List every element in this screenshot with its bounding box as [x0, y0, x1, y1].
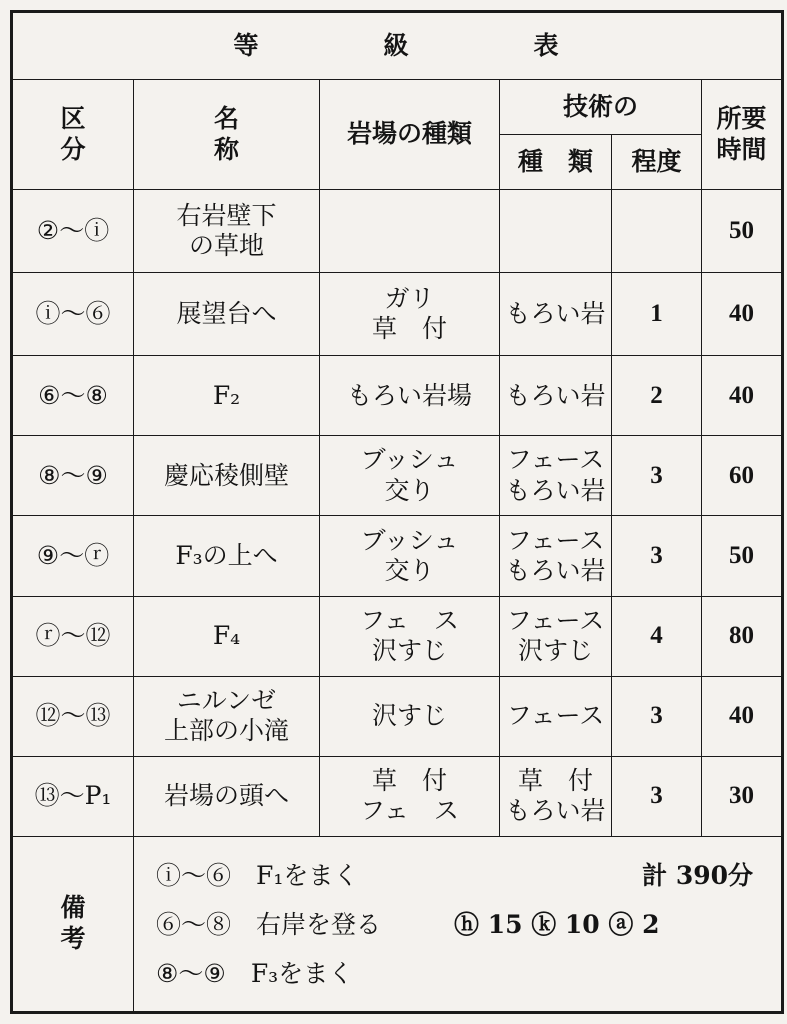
table-row [12, 356, 783, 436]
cell-section: ⑫～⑬ [12, 676, 134, 756]
cell-section: ⓡ～⑫ [12, 596, 134, 676]
cell-time: 50 [702, 190, 783, 273]
cell-time: 40 [702, 273, 783, 356]
cell-rock-type: もろい岩場 [320, 356, 500, 436]
notes-row [12, 836, 783, 1012]
note-line: ⓘ～⑥ F₁をまく [156, 860, 359, 890]
cell-level: 3 [612, 676, 702, 756]
grade-table [10, 10, 784, 1014]
table-title: 等 級 表 [12, 12, 783, 80]
notes-lines [156, 851, 381, 998]
notes-label: 備考 [12, 836, 134, 1012]
header-rock-type: 岩場の種類 [320, 80, 500, 190]
table-row [12, 436, 783, 516]
header-technique: 技術の [500, 80, 702, 135]
cell-name: 岩場の頭へ [134, 756, 320, 836]
table-row [12, 516, 783, 596]
cell-level: 3 [612, 516, 702, 596]
table-row [12, 756, 783, 836]
header-required-time: 所要 時間 [702, 80, 783, 190]
cell-time: 40 [702, 356, 783, 436]
cell-technique-type: 草 付 もろい岩 [500, 756, 612, 836]
cell-name: F₄ [134, 596, 320, 676]
cell-time: 60 [702, 436, 783, 516]
cell-section: ⑨～ⓡ [12, 516, 134, 596]
cell-time: 50 [702, 516, 783, 596]
cell-rock-type [320, 190, 500, 273]
notes-content [134, 836, 783, 1012]
cell-name: 展望台へ [134, 273, 320, 356]
grade-sheet [10, 10, 781, 1014]
cell-level: 3 [612, 436, 702, 516]
cell-rock-type: ブッシュ 交り [320, 516, 500, 596]
note-line: ⑧～⑨ F₃をまく [156, 958, 354, 988]
table-row [12, 596, 783, 676]
table-row [12, 190, 783, 273]
cell-time: 40 [702, 676, 783, 756]
cell-section: ⑥～⑧ [12, 356, 134, 436]
cell-rock-type: 草 付 フェ ス [320, 756, 500, 836]
cell-rock-type: フェ ス 沢すじ [320, 596, 500, 676]
cell-rock-type: 沢すじ [320, 676, 500, 756]
cell-section: ⓘ～⑥ [12, 273, 134, 356]
cell-section: ⑧～⑨ [12, 436, 134, 516]
cell-technique-type: フェース もろい岩 [500, 516, 612, 596]
header-technique-level: 程度 [612, 135, 702, 190]
table-row [12, 676, 783, 756]
cell-time: 30 [702, 756, 783, 836]
cell-rock-type: ブッシュ 交り [320, 436, 500, 516]
cell-technique-type: フェース もろい岩 [500, 436, 612, 516]
cell-time: 80 [702, 596, 783, 676]
cell-section: ⑬～P₁ [12, 756, 134, 836]
grade-counts: ⓗ 15 ⓚ 10 ⓐ 2 [454, 909, 660, 939]
cell-rock-type: ガリ 草 付 [320, 273, 500, 356]
cell-level: 1 [612, 273, 702, 356]
cell-name: ニルンゼ 上部の小滝 [134, 676, 320, 756]
header-name: 名称 [134, 80, 320, 190]
cell-level: 3 [612, 756, 702, 836]
total-time: 計 390分 [642, 860, 754, 890]
header-section: 区分 [12, 80, 134, 190]
note-line: ⑥～⑧ 右岸を登る [156, 909, 382, 939]
cell-technique-type: フェース 沢すじ [500, 596, 612, 676]
cell-section: ②～ⓘ [12, 190, 134, 273]
cell-level: 2 [612, 356, 702, 436]
cell-name: 右岩壁下 の草地 [134, 190, 320, 273]
cell-name: 慶応稜側壁 [134, 436, 320, 516]
table-row [12, 273, 783, 356]
cell-level: 4 [612, 596, 702, 676]
cell-technique-type: もろい岩 [500, 356, 612, 436]
cell-technique-type: もろい岩 [500, 273, 612, 356]
cell-name: F₃の上へ [134, 516, 320, 596]
header-technique-type: 種 類 [500, 135, 612, 190]
cell-technique-type [500, 190, 612, 273]
cell-name: F₂ [134, 356, 320, 436]
cell-level [612, 190, 702, 273]
cell-technique-type: フェース [500, 676, 612, 756]
